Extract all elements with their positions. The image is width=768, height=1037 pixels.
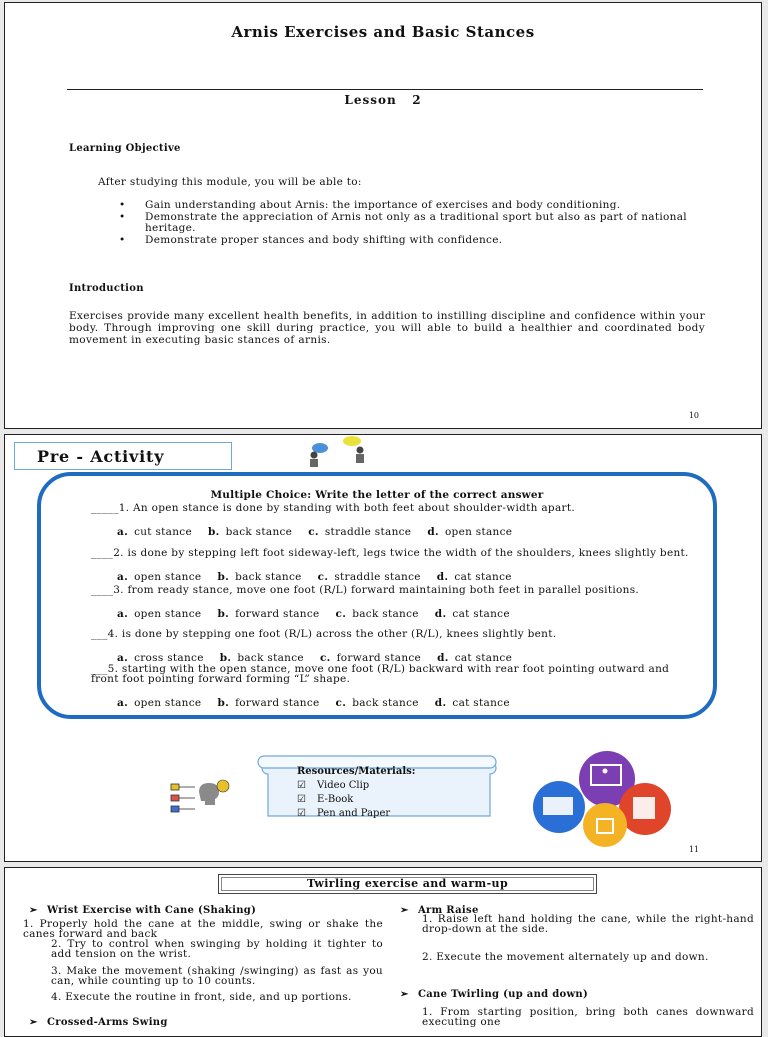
quiz-title: Multiple Choice: Write the letter of the correct answer	[210, 489, 544, 501]
question-3-options	[117, 608, 697, 620]
intro-heading: Introduction	[69, 283, 144, 294]
option-b: b. back stance	[208, 526, 293, 538]
question-1: _____1. An open stance is done by standing with both feet about shoulder-width apart.	[91, 502, 575, 514]
multiple-choice-box	[37, 472, 717, 719]
arm-raise-step: 2. Execute the movement alternately up and down.	[422, 951, 709, 963]
intro-paragraph: Exercises provide many excellent health benefits, in addition to instilling discipline and confidence within your body. Through improving one skill during practice, you will able to build a healthier and coordinated body movement in executing basic stances of arnis.	[69, 310, 705, 346]
page-1	[4, 2, 762, 429]
page-2	[4, 434, 762, 862]
arm-raise-step: 1. Raise left hand holding the cane, while the right-hand drop-down at the side.	[422, 913, 754, 935]
resource-item: ☑ Video Clip	[297, 780, 370, 791]
question-2: ____2. is done by stepping left foot sideway-left, legs twice the width of the shoulders, knees slightly bent.	[91, 547, 689, 559]
pre-activity-heading: Pre - Activity	[37, 447, 165, 466]
wrist-exercise-heading: ➢ Wrist Exercise with Cane (Shaking)	[29, 905, 257, 916]
question-2-options	[117, 571, 697, 583]
people-discussing-icon	[298, 435, 378, 467]
option-d: d. cat stance	[437, 652, 513, 664]
option-c: c. straddle stance	[317, 571, 421, 583]
wrist-step: 2. Try to control when swinging by holding it tighter to add tension on the wrist.	[51, 938, 383, 960]
wrist-step: 3. Make the movement (shaking /swinging) as fast as you can, while counting up to 10 counts.	[51, 965, 383, 987]
wrist-step: 4. Execute the routine in front, side, and up portions.	[51, 991, 352, 1003]
option-a: a. cross stance	[117, 652, 204, 664]
e-learning-icon	[519, 747, 699, 847]
twirling-banner	[218, 874, 597, 894]
question-3: ____3. from ready stance, move one foot (R/L) forward maintaining both feet in parallel positions.	[91, 584, 640, 596]
option-b: b. back stance	[217, 571, 302, 583]
option-c: c. straddle stance	[308, 526, 412, 538]
page-number: 11	[688, 845, 699, 854]
question-5-options	[117, 697, 697, 709]
arrow-bullet-icon: ➢	[29, 1017, 38, 1028]
title-divider	[67, 89, 703, 90]
cane-twirling-step: 1. From starting position, bring both canes downward executing one	[422, 1006, 754, 1028]
option-d: d. cat stance	[434, 697, 510, 709]
checkbox-icon: ☑	[297, 780, 306, 791]
objective-item: • Gain understanding about Arnis: the importance of exercises and body conditioning.	[117, 200, 707, 212]
page-3	[4, 867, 762, 1037]
question-5: ___5. starting with the open stance, move one foot (R/L) backward with rear foot pointing outward and front foot pointing forward forming “L” shape.	[91, 663, 670, 685]
option-a: a. open stance	[117, 571, 202, 583]
option-d: d. open stance	[427, 526, 513, 538]
resources-clip	[260, 754, 500, 819]
option-c: c. back stance	[335, 697, 419, 709]
arrow-bullet-icon: ➢	[29, 905, 38, 916]
arrow-bullet-icon: ➢	[400, 989, 409, 1000]
twirling-heading: Twirling exercise and warm-up	[306, 877, 509, 890]
cane-twirling-heading: ➢ Cane Twirling (up and down)	[400, 989, 588, 1000]
document-title: Arnis Exercises and Basic Stances	[231, 23, 535, 41]
checkbox-icon: ☑	[297, 794, 306, 805]
option-b: b. back stance	[219, 652, 304, 664]
page-number: 10	[688, 411, 699, 420]
option-a: a. cut stance	[117, 526, 192, 538]
lesson-label: Lesson 2	[344, 93, 422, 107]
objective-intro: After studying this module, you will be able to:	[98, 176, 362, 188]
objective-list	[117, 200, 707, 246]
resources-title: Resources/Materials:	[297, 766, 416, 777]
arrow-bullet-icon: ➢	[400, 905, 409, 916]
wrist-step: 1. Properly hold the cane at the middle, swing or shake the canes forward and back	[23, 918, 383, 940]
question-4: ___4. is done by stepping one foot (R/L) across the other (R/L), knees slightly bent.	[91, 628, 557, 640]
resources-list	[297, 765, 487, 821]
checkbox-icon: ☑	[297, 808, 306, 819]
pre-activity-banner	[14, 442, 232, 470]
option-b: b. forward stance	[217, 608, 320, 620]
option-b: b. forward stance	[217, 697, 320, 709]
flowchart-thinking-icon	[165, 782, 245, 816]
objective-item: • Demonstrate the appreciation of Arnis not only as a traditional sport but also as part of national heritage.	[117, 212, 707, 235]
objective-heading: Learning Objective	[69, 143, 181, 154]
option-d: d. cat stance	[436, 571, 512, 583]
option-a: a. open stance	[117, 697, 202, 709]
option-d: d. cat stance	[434, 608, 510, 620]
question-1-options	[117, 526, 697, 538]
arm-raise-heading: ➢ Arm Raise	[400, 905, 479, 916]
crossed-arms-heading: ➢ Crossed-Arms Swing	[29, 1017, 168, 1028]
option-c: c. back stance	[335, 608, 419, 620]
resource-item: ☑ Pen and Paper	[297, 808, 391, 819]
option-a: a. open stance	[117, 608, 202, 620]
objective-item: • Demonstrate proper stances and body shifting with confidence.	[117, 235, 707, 247]
resource-item: ☑ E-Book	[297, 794, 354, 805]
option-c: c. forward stance	[319, 652, 422, 664]
